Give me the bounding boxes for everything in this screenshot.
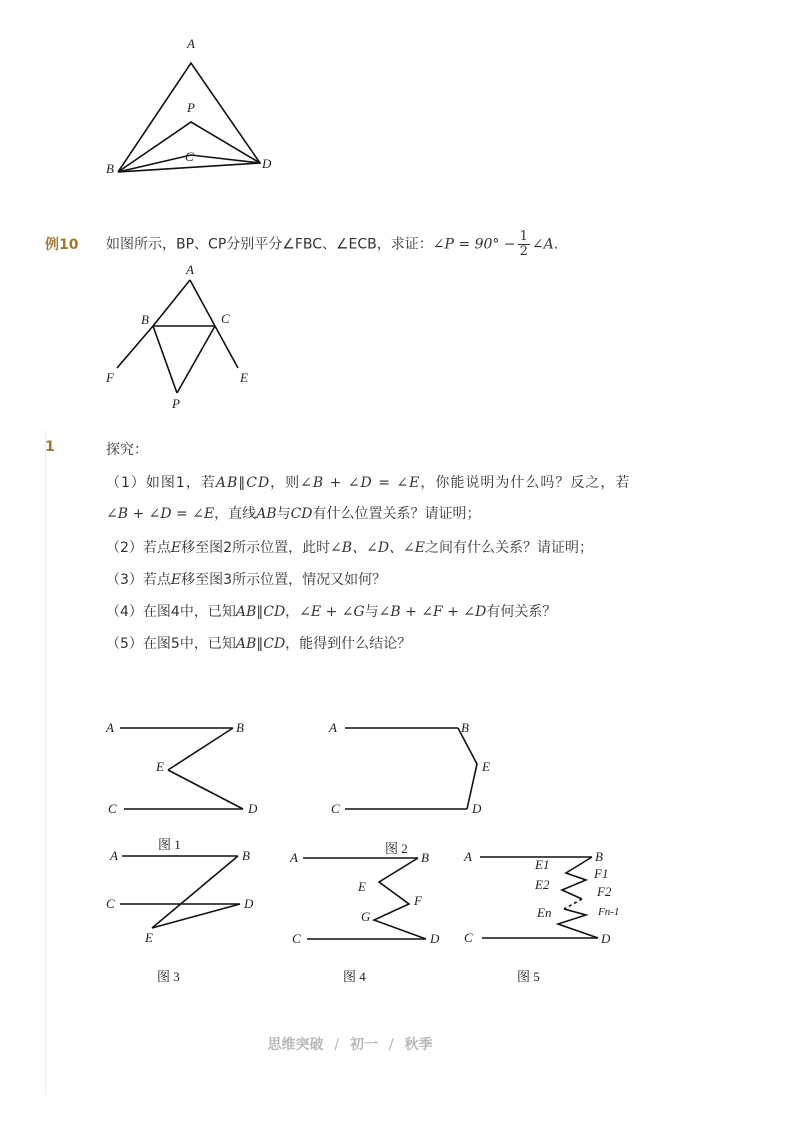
ex10-label-c: C (221, 311, 230, 326)
page-footer (0, 1034, 700, 1054)
ex10-label-a: A (186, 262, 194, 277)
fig5-label-e2: E2 (535, 877, 550, 892)
fig5-label-f2: F2 (597, 884, 612, 899)
q1-math: ∠B + ∠D = ∠E (300, 475, 421, 491)
q4-text-c: 与 (364, 604, 379, 620)
q4-math-2: ∠B + ∠F + ∠D (378, 604, 487, 620)
fig2-label-a: A (329, 720, 337, 735)
figure-1 (100, 715, 270, 825)
figure-2 (320, 715, 500, 825)
fig4-label-c: C (292, 931, 301, 946)
q4-text-b: ， (285, 604, 300, 620)
footer-part-3: 秋季 (404, 1037, 433, 1053)
fig1-label-e: E (156, 759, 164, 774)
figure-3-caption: 图 3 (157, 969, 180, 984)
q5-ab: AB (235, 636, 257, 652)
figure-2-caption: 图 2 (385, 841, 408, 856)
fig3-label-c: C (106, 896, 115, 911)
q1-cd: CD (246, 475, 271, 491)
q4-math-1: ∠E + ∠G (299, 604, 365, 620)
q2-text-b: 移至图2所示位置，此时 (181, 540, 331, 556)
q4-text-d: 有何关系？ (486, 604, 557, 620)
top-figure-label-b: B (106, 161, 114, 176)
fig5-label-b: B (595, 849, 603, 864)
q4-ab: AB (235, 604, 257, 620)
fig4-label-a: A (290, 850, 298, 865)
q4-parallel: ∥ (256, 604, 264, 620)
question-1-line-2 (106, 503, 481, 523)
ex10-label-p: P (172, 396, 180, 411)
top-figure-label-a: A (187, 36, 195, 51)
figure-5-caption: 图 5 (517, 969, 540, 984)
top-figure-label-d: D (262, 156, 272, 171)
figure-4-caption: 图 4 (343, 969, 366, 984)
q2-text-c: 之间有什么关系？请证明； (425, 540, 594, 556)
q1-text-b: ，则 (270, 475, 301, 491)
fig5-label-f1: F1 (594, 866, 609, 881)
fig1-label-d: D (248, 801, 258, 816)
fig4-label-b: B (421, 850, 429, 865)
q1-line2-math: ∠B + ∠D = ∠E (106, 506, 215, 522)
figure-5 (460, 845, 650, 955)
q5-text-a: （5）在图5中，已知 (106, 636, 236, 652)
fig1-label-a: A (106, 720, 114, 735)
q1-text-a: （1）如图1，若 (106, 475, 216, 491)
question-4 (106, 601, 556, 621)
q1-line2-text-a: ，直线 (214, 506, 257, 522)
fig1-label-b: B (236, 720, 244, 735)
q4-text-a: （4）在图4中，已知 (106, 604, 236, 620)
fig3-label-b: B (242, 848, 250, 863)
problem-1-intro: 探究： (106, 442, 148, 458)
footer-part-1: 思维突破 (267, 1037, 324, 1053)
q2-text-a: （2）若点 (106, 540, 171, 556)
q1-line2-cd: CD (290, 506, 313, 522)
q5-cd: CD (263, 636, 286, 652)
fig4-label-f: F (414, 893, 422, 908)
fig2-label-b: B (461, 720, 469, 735)
left-margin-rule (45, 430, 46, 1095)
fraction-numerator: 1 (519, 229, 528, 244)
q2-math: ∠B、∠D、∠E (330, 540, 426, 556)
q1-line2-ab: AB (256, 506, 277, 522)
fig4-label-d: D (430, 931, 440, 946)
q3-text-b: 移至图3所示位置，情况又如何？ (181, 572, 387, 588)
top-figure-label-p: P (187, 100, 195, 115)
example-10-period: . (553, 236, 559, 253)
question-1-line-1 (106, 472, 630, 492)
top-figure (95, 30, 295, 190)
q2-e: E (170, 540, 182, 556)
fig2-label-d: D (472, 801, 482, 816)
q3-e: E (170, 572, 182, 588)
fig4-label-e: E (358, 879, 366, 894)
problem-1-number: 1 (45, 439, 55, 455)
question-2 (106, 537, 593, 557)
fig2-label-c: C (331, 801, 340, 816)
q1-line2-text-b: 与 (276, 506, 291, 522)
fig4-label-g: G (361, 909, 371, 924)
fig3-label-e: E (145, 930, 153, 945)
ex10-label-f: F (106, 370, 114, 385)
figure-4 (285, 845, 455, 955)
fig5-label-a: A (464, 849, 472, 864)
q1-line2-text-c: 有什么位置关系？请证明； (312, 506, 481, 522)
ex10-label-b: B (141, 312, 149, 327)
fig3-label-a: A (110, 848, 118, 863)
example-10-figure (95, 260, 270, 415)
question-5 (106, 633, 411, 653)
footer-separator-2: / (388, 1037, 394, 1053)
ex10-label-e: E (240, 370, 248, 385)
example-10-fraction (518, 230, 530, 259)
fig5-label-en: En (537, 905, 552, 920)
fig5-label-c: C (464, 930, 473, 945)
fig5-label-e1: E1 (535, 857, 550, 872)
fig1-label-c: C (108, 801, 117, 816)
figure-3 (100, 845, 275, 955)
example-10-label: 例10 (45, 237, 79, 253)
q4-cd: CD (263, 604, 286, 620)
example-10-formula-left: ∠P = 90° − (432, 236, 516, 253)
footer-separator-1: / (334, 1037, 340, 1053)
q1-text-c: ，你能说明为什么吗？反之，若 (420, 475, 631, 491)
fig5-label-fn-1: Fn-1 (598, 906, 620, 918)
q3-text-a: （3）若点 (106, 572, 171, 588)
figure-1-caption: 图 1 (158, 837, 181, 852)
fig2-label-e: E (482, 759, 490, 774)
example-10-statement (106, 230, 558, 259)
fig5-label-d: D (601, 931, 611, 946)
fig3-label-d: D (244, 896, 254, 911)
example-10-formula-right: ∠A (531, 236, 554, 253)
footer-part-2: 初一 (350, 1037, 378, 1053)
q5-text-b: ，能得到什么结论？ (285, 636, 412, 652)
question-3 (106, 569, 386, 589)
example-10-text: 如图所示，BP、CP分别平分∠FBC、∠ECB，求证： (106, 236, 433, 253)
q1-parallel: ∥ (238, 475, 247, 491)
top-figure-label-c: C (185, 149, 194, 164)
q5-parallel: ∥ (256, 636, 264, 652)
fraction-denominator: 2 (519, 244, 528, 259)
q1-ab: AB (215, 475, 239, 491)
